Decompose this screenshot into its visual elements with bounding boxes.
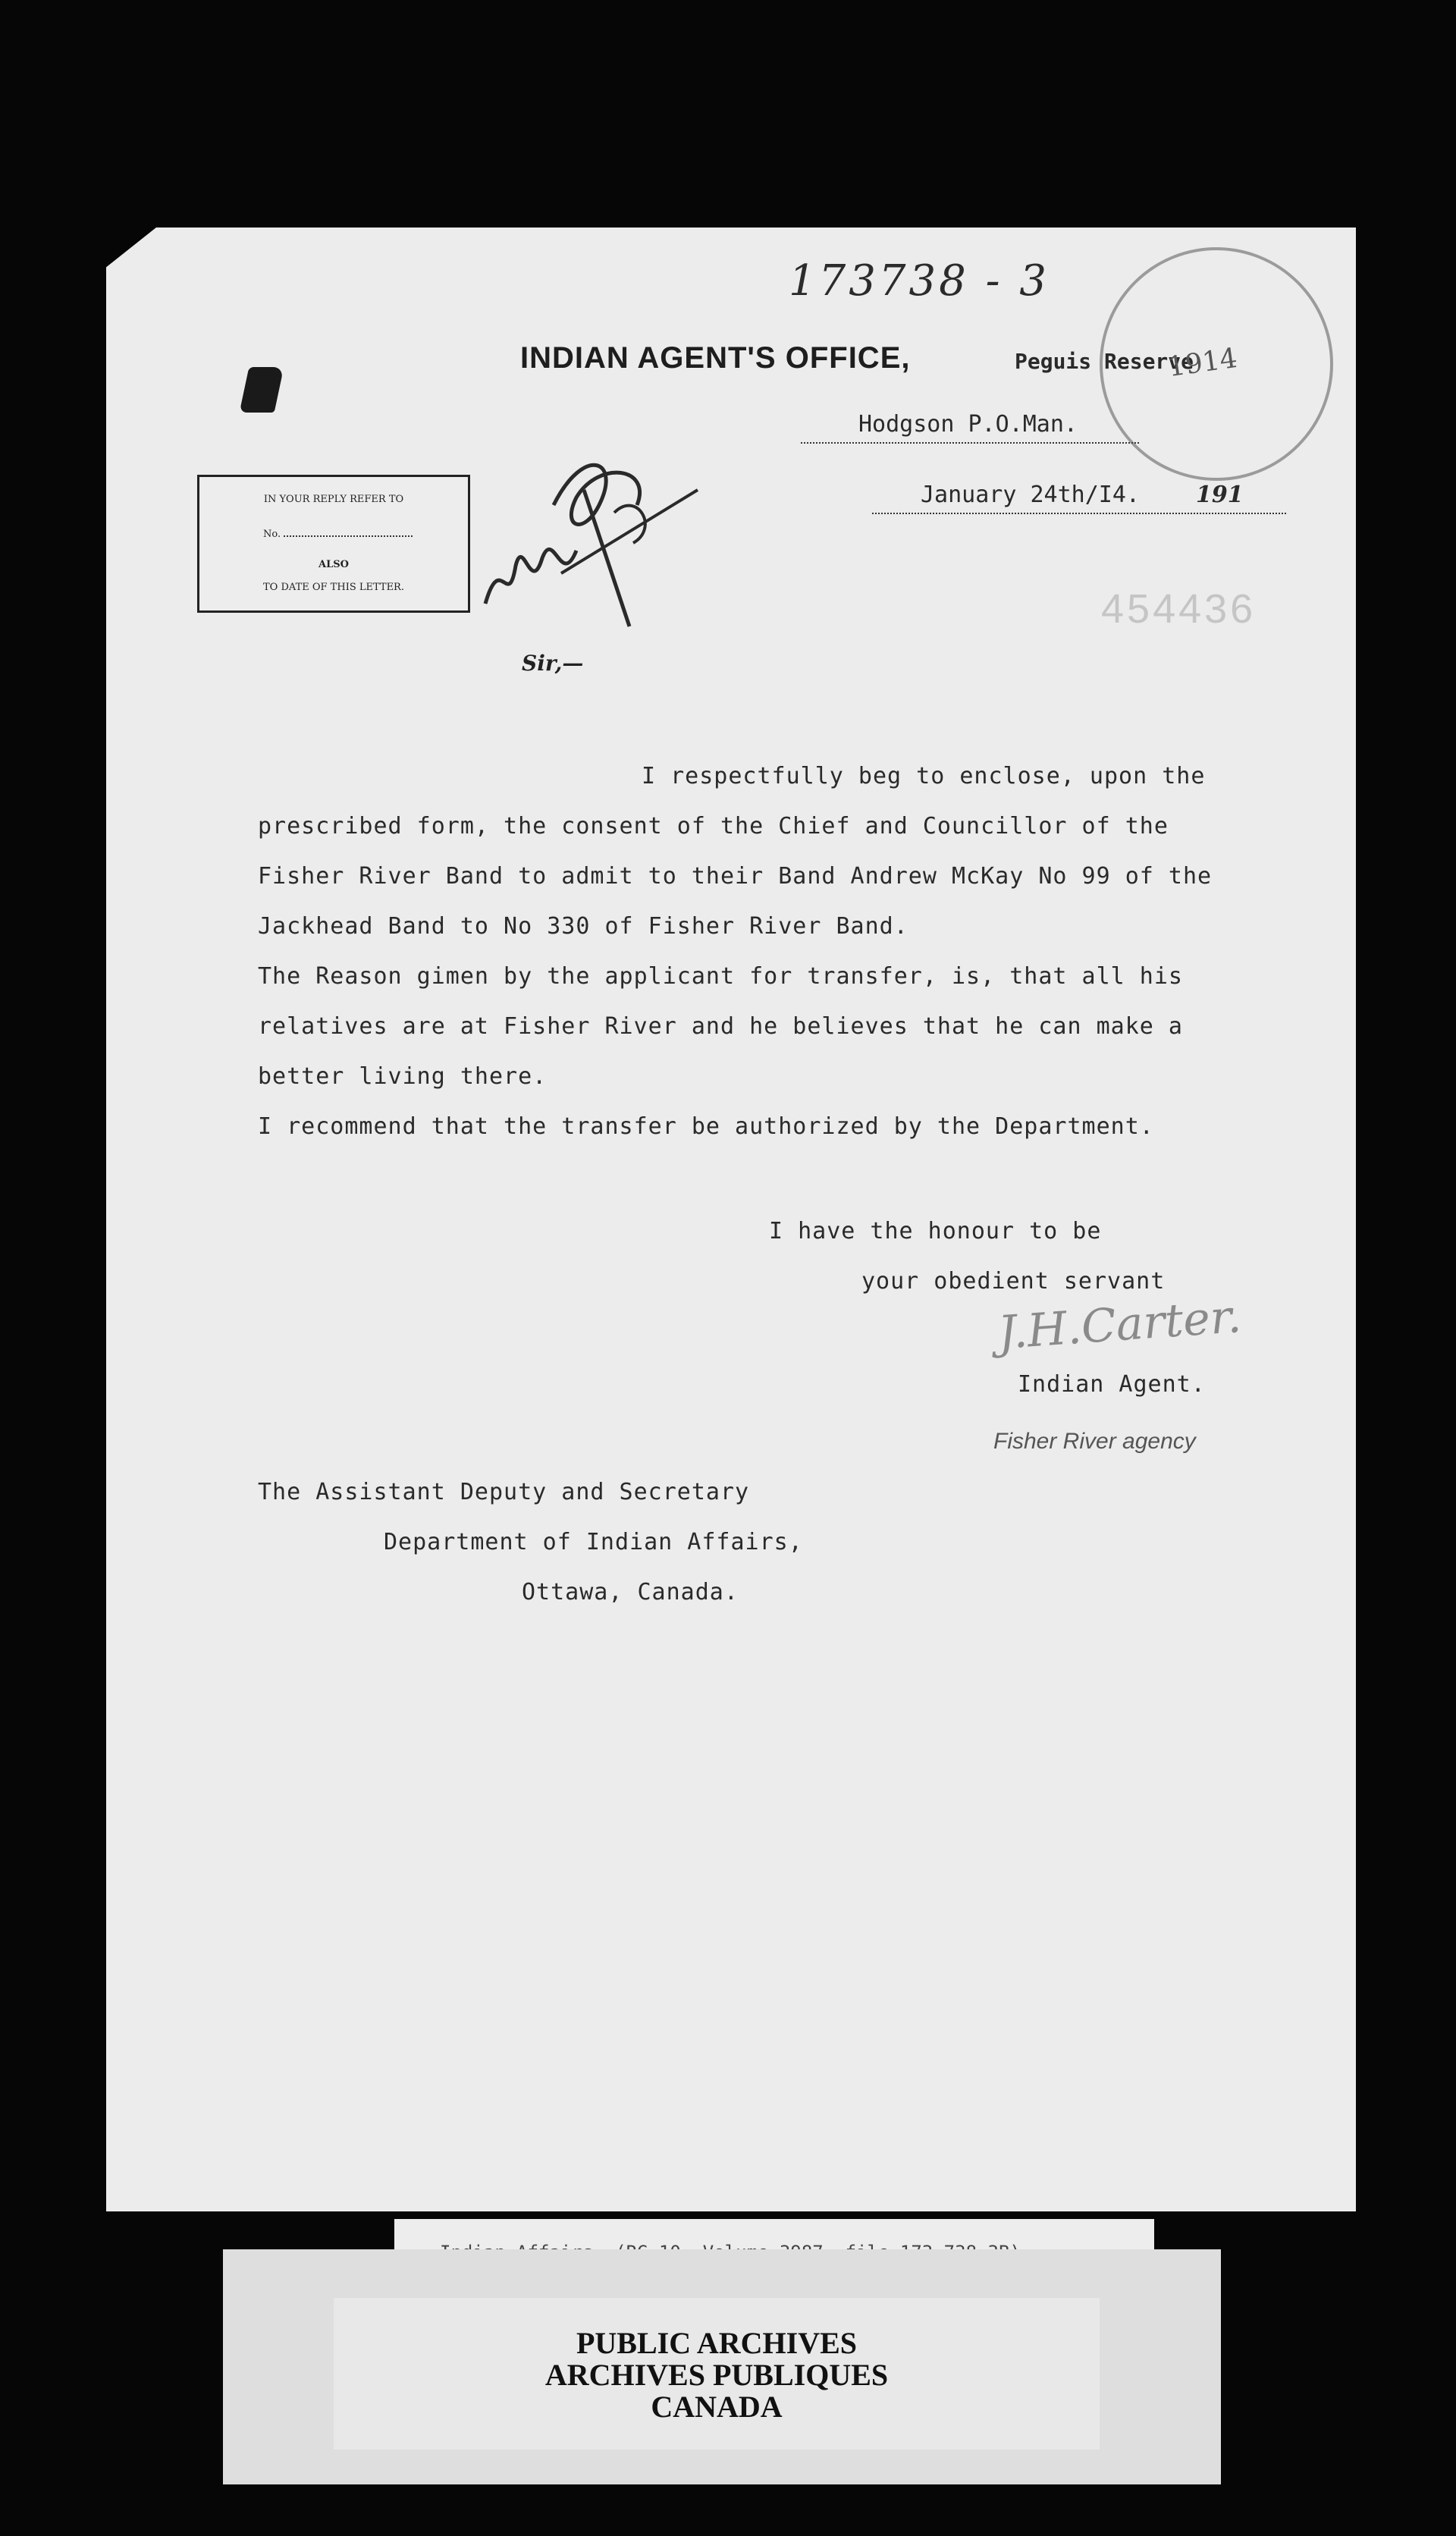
recipient-line-2: Department of Indian Affairs, (384, 1529, 803, 1555)
salutation: Sir,— (522, 651, 584, 676)
agency-stamp: Fisher River agency (993, 1429, 1196, 1454)
year-prefix: 191 (1196, 482, 1244, 508)
body-line-5: The Reason gimen by the applicant for transfer, is, that all his (258, 963, 1183, 990)
reply-box-line4: TO DATE OF THIS LETTER. (263, 582, 404, 593)
archive-label-line-3: CANADA (651, 2390, 783, 2424)
archive-label-strip-inner (334, 2298, 1100, 2450)
reply-box-line1: IN YOUR REPLY REFER TO (263, 494, 404, 505)
body-line-8: I recommend that the transfer be authorized by the Department. (258, 1113, 1154, 1140)
received-stamp (1100, 247, 1333, 481)
archive-label-line-2: ARCHIVES PUBLIQUES (544, 2358, 889, 2392)
archive-label-line-1: PUBLIC ARCHIVES (576, 2326, 858, 2360)
office-heading: INDIAN AGENT'S OFFICE, (520, 341, 911, 375)
agent-title: Indian Agent. (1018, 1371, 1206, 1398)
stamp-year: 1914 (1166, 342, 1240, 384)
body-line-7: better living there. (258, 1063, 548, 1090)
reserve-name: Peguis Reserve (1015, 349, 1194, 374)
body-line-6: relatives are at Fisher River and he believes that he can make a (258, 1013, 1183, 1040)
closing-line-1: I have the honour to be (769, 1218, 1102, 1244)
initials-scribble (470, 414, 720, 642)
reply-box-line2: No. (263, 529, 281, 540)
reply-reference-box (197, 475, 470, 613)
closing-line-2: your obedient servant (861, 1268, 1166, 1295)
signature: J.H.Carter. (996, 1289, 1244, 1361)
recipient-line-1: The Assistant Deputy and Secretary (258, 1479, 750, 1505)
letter-date-text: January 24th/I4. (921, 482, 1140, 508)
body-line-2: prescribed form, the consent of the Chief and Councillor of the (258, 813, 1169, 840)
body-line-1: I respectfully beg to enclose, upon the (642, 763, 1206, 789)
file-number: 173738 - 3 (789, 256, 1050, 306)
reply-box-dotted-line (284, 535, 413, 537)
reply-box-number (263, 529, 438, 540)
recipient-line-3: Ottawa, Canada. (522, 1579, 739, 1605)
post-office (801, 411, 1139, 444)
body-line-4: Jackhead Band to No 330 of Fisher River Band. (258, 913, 908, 940)
body-line-3: Fisher River Band to admit to their Band Andrew McKay No 99 of the (258, 863, 1213, 890)
archive-number: 454436 (1101, 586, 1257, 632)
post-office-text: Hodgson P.O.Man. (858, 411, 1078, 438)
reply-box-line3: ALSO (318, 559, 349, 570)
letter-date (872, 482, 1286, 514)
